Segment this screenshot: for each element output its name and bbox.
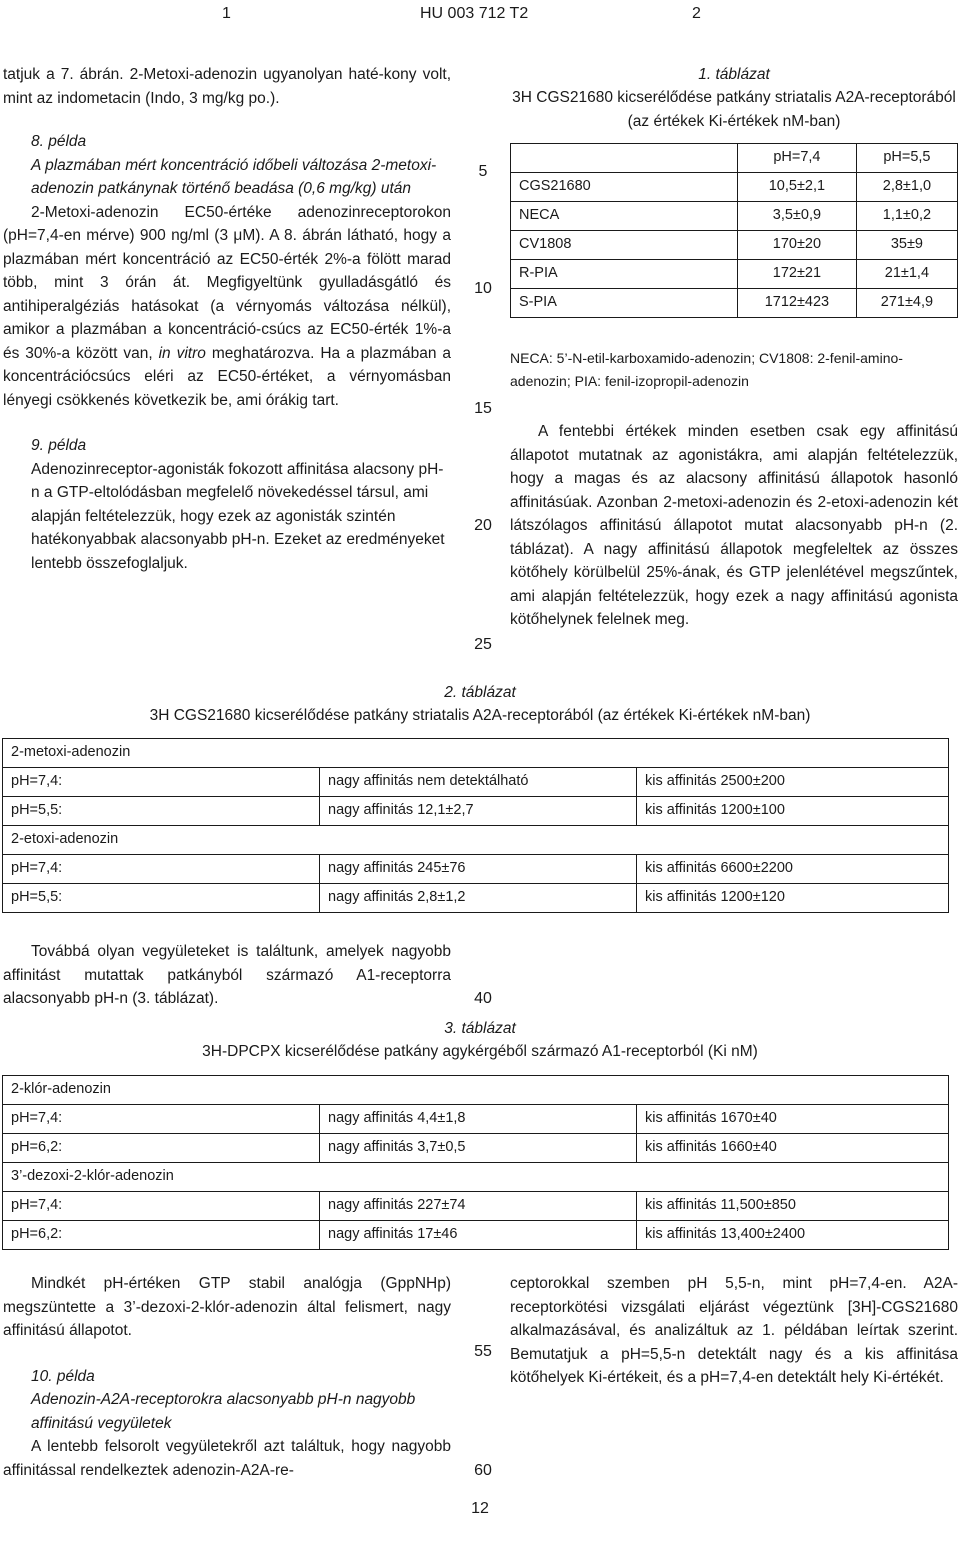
table-row [3,1192,949,1221]
table-cell: kis affinitás 1660±40 [637,1134,949,1163]
table-3-label: 3. táblázat [444,1020,516,1037]
table-1-label: 1. táblázat [698,66,770,83]
table-group-name: 2-klór-adenozin [3,1076,949,1105]
table-cell: S-PIA [511,289,738,318]
table-header-cell: pH=7,4 [738,144,857,173]
table-cell: kis affinitás 6600±2200 [637,855,949,884]
table-row [511,202,958,231]
example-10-title: Adenozin-A2A-receptorokra alacsonyabb pH-n nagyobb affinitású vegyületek [31,1391,416,1432]
table-cell: nagy affinitás 12,1±2,7 [320,797,637,826]
page-number-right: 2 [692,5,701,22]
table-cell: pH=7,4: [3,768,320,797]
table-group-name: 2-etoxi-adenozin [3,826,949,855]
table-row [511,260,958,289]
table-cell: 10,5±2,1 [738,173,857,202]
table-row [3,1163,949,1192]
line-number: 55 [474,1343,492,1360]
table-row [511,144,958,173]
line-number: 60 [474,1462,492,1479]
line-number: 15 [474,400,492,417]
table-row [511,231,958,260]
table-row [511,173,958,202]
table-cell: 172±21 [738,260,857,289]
example-10-label: 10. példa [31,1367,95,1385]
table-1-title: 3H CGS21680 kicserélődése patkány striatalis A2A-receptorából (az értékek Ki-értékek nM-ban) [512,89,956,130]
line-number: 5 [478,163,488,180]
table-1-note: NECA: 5’-N-etil-karboxamido-adenozin; CV1808: 2-fenil-amino-adenozin; PIA: fenil-izopropil-adenozin [510,350,903,389]
table-cell: 271±4,9 [856,289,957,318]
example-8-body: 2-Metoxi-adenozin EC50-értéke adenozinreceptorokon (pH=7,4-en mérve) 900 ng/ml (3 μM). A 8. ábrán látható, hogy a plazmában mért koncentráció az EC50-érték 2%-a fölött marad több, mint 3 órán át. Megfigyeltünk gyulladásgátló és antihiperalgéziás hatásokat (a vérnyomás változása nélkül), amikor a plazmában a koncentráció-csúcs az EC50-érték 1%-a és 30%-a között van, in vitro meghatározva. Ha a plazmában a koncentrációcsúcs eléri az EC50-értéket, a vérnyomásban lényegi csökkenés következik be, ami órákig tart. [3,203,452,409]
table-cell: nagy affinitás 17±46 [320,1221,637,1250]
page-number-left: 1 [222,5,231,22]
right-column-paragraph: A fentebbi értékek minden esetben csak egy affinitású állapotot mutatnak az agonistákra, ami alapján feltételezzük, hogy a magas és az alacsony affinitású állapotok hasonló affinitásúak. Azonban 2-metoxi-adenozin és 2-etoxi-adenozin két látszólagos affinitású állapotot mutat alacsonyabb pH-n (2. táblázat). A nagy affinitású állapotok megfeleltek az összes kötőhely körülbelül 25%-ának, és GTP jelenlétével megszűntek, ami alapján feltételezzük, hogy ezek a nagy affinitású agonista kötőhelynek felelnek meg. [510,423,958,628]
table-header-cell: pH=5,5 [856,144,957,173]
table-cell: nagy affinitás 245±76 [320,855,637,884]
table-cell: 2,8±1,0 [856,173,957,202]
table-2-label: 2. táblázat [444,684,516,701]
table-cell: pH=5,5: [3,797,320,826]
table-2-title: 3H CGS21680 kicserélődése patkány striatalis A2A-receptorából (az értékek Ki-értékek nM-ban) [149,707,811,724]
table-cell: kis affinitás 1200±100 [637,797,949,826]
table-cell: R-PIA [511,260,738,289]
table-row [3,797,949,826]
table-3-title: 3H-DPCPX kicserélődése patkány agykérgéből származó A1-receptorból (Ki nM) [202,1043,758,1060]
line-number: 25 [474,636,492,653]
table-cell: nagy affinitás nem detektálható [320,768,637,797]
table-1 [510,143,958,318]
table-cell: pH=6,2: [3,1221,320,1250]
table-row [3,855,949,884]
table-cell: 3,5±0,9 [738,202,857,231]
table-row [3,826,949,855]
table-row [3,768,949,797]
gtp-paragraph: Mindkét pH-értéken GTP stabil analógja (GppNHp) megszüntette a 3’-dezoxi-2-klór-adenozin által felismert, nagy affinitású állapotot. [3,1275,451,1339]
table-cell: nagy affinitás 227±74 [320,1192,637,1221]
table-3 [2,1075,949,1250]
line-number: 40 [474,990,492,1007]
bottom-right-paragraph: ceptorokkal szemben pH 5,5-n, mint pH=7,4-en. A2A-receptorkötési vizsgálati eljárást végeztünk [3H]-CGS21680 alkalmazásával, és analizáltuk az 1. példában leírtak szerint. Bemutatjuk a pH=5,5-n detektált nagy és a kis affinitása kötőhelyek Ki-értékeit, és a pH=7,4-en detektált hely Ki-értékét. [510,1275,958,1386]
table-cell: kis affinitás 13,400±2400 [637,1221,949,1250]
table-cell: kis affinitás 11,500±850 [637,1192,949,1221]
table-cell: 170±20 [738,231,857,260]
table-cell: pH=7,4: [3,1105,320,1134]
table-header-cell [511,144,738,173]
example-10-body: A lentebb felsorolt vegyületekről azt találtuk, hogy nagyobb affinitással rendelkeztek adenozin-A2A-re- [3,1438,451,1479]
bottom-left-column [3,1272,451,1482]
table-row [3,884,949,913]
table-group-name: 3’-dezoxi-2-klór-adenozin [3,1163,949,1192]
table-2 [2,738,949,913]
table-row [511,289,958,318]
footer-page-number: 12 [471,1500,489,1517]
table-cell: pH=7,4: [3,855,320,884]
table-row [3,739,949,768]
table-cell: pH=5,5: [3,884,320,913]
table-cell: 21±1,4 [856,260,957,289]
table-cell: 1712±423 [738,289,857,318]
table-row [3,1221,949,1250]
table-cell: 35±9 [856,231,957,260]
table-cell: 1,1±0,2 [856,202,957,231]
table-cell: pH=6,2: [3,1134,320,1163]
table-cell: nagy affinitás 3,7±0,5 [320,1134,637,1163]
example-8-label: 8. példa [31,133,87,150]
table-cell: kis affinitás 1670±40 [637,1105,949,1134]
table-cell: kis affinitás 1200±120 [637,884,949,913]
table-cell: CGS21680 [511,173,738,202]
patent-number: HU 003 712 T2 [420,5,529,22]
table-row [3,1105,949,1134]
table-cell: nagy affinitás 2,8±1,2 [320,884,637,913]
table-row [3,1076,949,1105]
example-9-label: 9. példa [31,437,87,454]
left-column [3,63,451,575]
table-cell: NECA [511,202,738,231]
table-group-name: 2-metoxi-adenozin [3,739,949,768]
line-number: 10 [474,280,492,297]
example-8-title: A plazmában mért koncentráció időbeli változása 2-metoxi-adenozin patkánynak történő beadása (0,6 mg/kg) után [31,156,437,197]
table-cell: kis affinitás 2500±200 [637,768,949,797]
table-cell: nagy affinitás 4,4±1,8 [320,1105,637,1134]
table-cell: CV1808 [511,231,738,260]
table-row [3,1134,949,1163]
example-9-body: Adenozinreceptor-agonisták fokozott affinitása alacsony pH-n a GTP-eltolódásban megfelelő növekedéssel társul, ami alapján feltételezzük, hogy ezek az agonisták szintén hatékonyabbak alacsonyabb pH-n. Ezeket az eredményeket lentebb összefoglaljuk. [31,460,445,572]
line-number: 20 [474,517,492,534]
middle-paragraph: Továbbá olyan vegyületeket is találtunk, amelyek nagyobb affinitást mutattak patkányból származó A1-receptorra alacsonyabb pH-n (3. táblázat). [3,943,451,1007]
intro-paragraph: tatjuk a 7. ábrán. 2-Metoxi-adenozin ugyanolyan haté-kony volt, mint az indometacin (Indo, 3 mg/kg po.). [3,66,451,107]
table-cell: pH=7,4: [3,1192,320,1221]
